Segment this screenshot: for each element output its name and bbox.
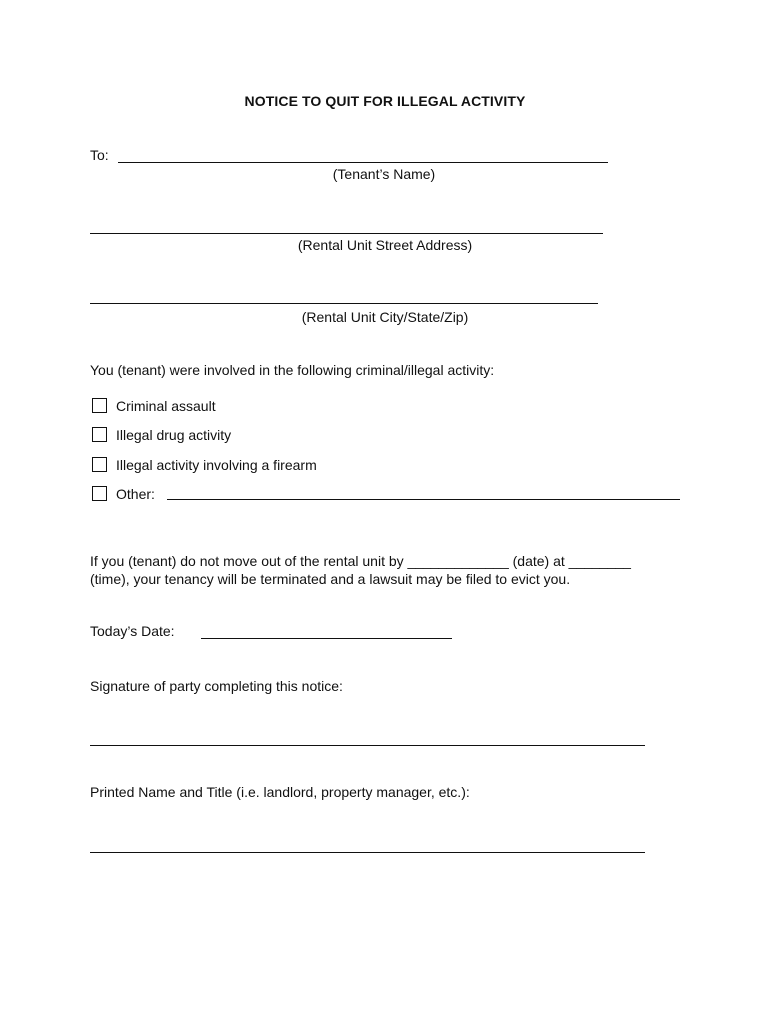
tenant-name-field[interactable] bbox=[118, 162, 608, 163]
deadline-line-1: If you (tenant) do not move out of the rental unit by _____________ (date) at ________ bbox=[90, 553, 631, 569]
todays-date-label: Today’s Date: bbox=[90, 623, 175, 639]
city-state-zip-caption: (Rental Unit City/State/Zip) bbox=[301, 309, 469, 325]
deadline-line-2: (time), your tenancy will be terminated and a lawsuit may be filed to evict you. bbox=[90, 571, 571, 587]
street-address-caption: (Rental Unit Street Address) bbox=[297, 237, 473, 253]
firearm-activity-checkbox[interactable] bbox=[92, 457, 107, 472]
city-state-zip-field[interactable] bbox=[90, 303, 598, 304]
todays-date-field[interactable] bbox=[201, 638, 452, 639]
activity-label-criminal-assault: Criminal assault bbox=[116, 398, 216, 414]
document-title: NOTICE TO QUIT FOR ILLEGAL ACTIVITY bbox=[244, 93, 526, 109]
signature-field[interactable] bbox=[90, 745, 645, 746]
printed-name-label: Printed Name and Title (i.e. landlord, property manager, etc.): bbox=[90, 784, 470, 800]
activity-label-other: Other: bbox=[116, 486, 155, 502]
illegal-drug-activity-checkbox[interactable] bbox=[92, 427, 107, 442]
activity-intro: You (tenant) were involved in the following criminal/illegal activity: bbox=[90, 362, 495, 378]
street-address-field[interactable] bbox=[90, 233, 603, 234]
criminal-assault-checkbox[interactable] bbox=[92, 398, 107, 413]
signature-label: Signature of party completing this notice: bbox=[90, 678, 343, 694]
activity-label-firearm: Illegal activity involving a firearm bbox=[116, 457, 317, 473]
to-label: To: bbox=[90, 147, 109, 163]
other-activity-field[interactable] bbox=[167, 499, 680, 500]
activity-label-illegal-drug: Illegal drug activity bbox=[116, 427, 232, 443]
printed-name-field[interactable] bbox=[90, 852, 645, 853]
tenant-name-caption: (Tenant’s Name) bbox=[332, 166, 436, 182]
other-activity-checkbox[interactable] bbox=[92, 486, 107, 501]
